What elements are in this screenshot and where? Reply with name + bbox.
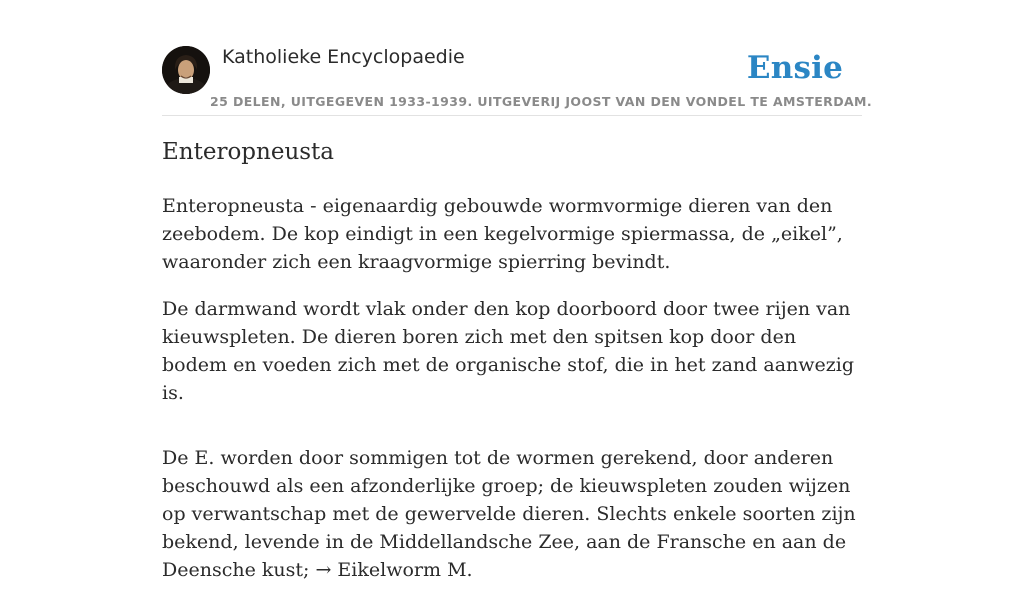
ensie-logo-link[interactable]: Ensie xyxy=(746,50,843,86)
portrait-image xyxy=(162,46,210,94)
source-avatar[interactable] xyxy=(162,46,210,94)
source-meta: 25 DELEN, UITGEGEVEN 1933-1939. UITGEVERIJ JOOST VAN DEN VONDEL TE AMSTERDAM. xyxy=(210,94,873,109)
author-initial: M. xyxy=(447,559,473,581)
source-title[interactable]: Katholieke Encyclopaedie xyxy=(222,46,465,68)
paragraph xyxy=(162,444,862,584)
arrow-icon: → xyxy=(315,559,332,581)
article-body xyxy=(162,192,862,603)
header-divider xyxy=(162,115,862,116)
eikelworm-link[interactable]: Eikelworm xyxy=(337,559,442,581)
paragraph-text: De E. worden door sommigen tot de wormen gerekend, door anderen beschouwd als een afzonderlijke groep; de kieuwspleten zouden wijzen op verwantschap met de gewervelde dieren. Slechts enkele soorten zijn bekend, levende in de Middellandsche Zee, aan de Fransche en aan de Deensche kust; xyxy=(162,447,856,581)
paragraph: De darmwand wordt vlak onder den kop doorboord door twee rijen van kieuwspleten. De dieren boren zich met den spitsen kop door den bodem en voeden zich met de organische stof, die in het zand aanwezig is. xyxy=(162,298,855,404)
article-title: Enteropneusta xyxy=(162,139,335,165)
paragraph: Enteropneusta - eigenaardig gebouwde wormvormige dieren van den zeebodem. De kop eindigt in een kegelvormige spiermassa, de „eikel”, waaronder zich een kraagvormige spierring bevindt. xyxy=(162,195,843,273)
